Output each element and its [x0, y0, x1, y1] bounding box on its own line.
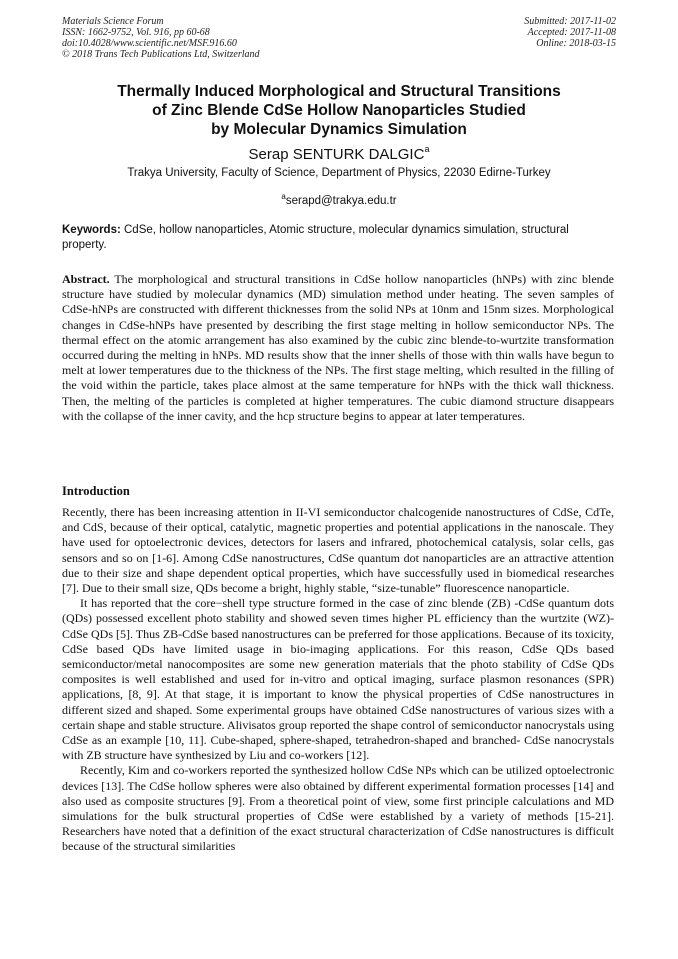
- email-address[interactable]: serapd@trakya.edu.tr: [285, 194, 397, 207]
- online-date: Online: 2018-03-15: [536, 38, 616, 49]
- keywords-label: Keywords:: [62, 224, 121, 236]
- introduction-paragraph: Recently, Kim and co-workers reported the synthesized hollow CdSe NPs which can be utilized optoelectronic devices [13]. The CdSe hollow spheres were also obtained by different experimental formation processes [14] and also used as composite structures [9]. From a theoretical point of view, some first principle calculations and MD simulations for the bulk structural properties of CdSe were established by a variety of methods [15-21]. Researchers have noted that a definition of the exact structural characterization of CdSe nanostructures is difficult because of the structural similarities: [62, 763, 614, 854]
- keywords-text: CdSe, hollow nanoparticles, Atomic structure, molecular dynamics simulation, structural property.: [62, 224, 569, 251]
- affiliation: Trakya University, Faculty of Science, Department of Physics, 22030 Edirne-Turkey: [127, 167, 551, 179]
- introduction-paragraph: It has reported that the core−shell type structure formed in the case of zinc blende (ZB) -CdSe quantum dots (QDs) possessed excellent photo stability and showed seven times higher PL efficiency than the wurtzite (WZ)-CdSe QDs [5]. Thus ZB-CdSe based nanostructures can be preferred for those applications. Because of its toxicity, CdSe based QDs have limited usage in bio-imaging applications. For this reason, CdSe QDs based semiconductor/metal nanocomposites are some new generation materials that the photo stability of CdSe QDs composites is well established and used for in-vitro and optical imaging, surface plasmon resonances (SPR) applications, [8, 9]. At that stage, it is important to know the physical properties of CdSe nanostructures in different sized and shaped. Some experimental groups have obtained CdSe nanostructures of various sizes with a certain shape and stable structure. Alivisatos group reported the shape control of semiconductor nanocrystals using CdSe as an example [10, 11]. Cube-shaped, sphere-shaped, tetrahedron-shaped and branched- CdSe nanocrystals with ZB structure have synthesized by Liu and co-workers [12].: [62, 596, 614, 763]
- issn-line: ISSN: 1662-9752, Vol. 916, pp 60-68: [62, 27, 210, 38]
- abstract-text: The morphological and structural transitions in CdSe hollow nanoparticles (hNPs) with zinc blende structure have studied by molecular dynamics (MD) simulation method under heating. The seven samples of CdSe-hNPs are constructed with different thicknesses from the solid NPs at 10nm and 15nm sizes. Morphological changes in CdSe-hNPs have presented by describing the first stage melting in hollow semiconductor NPs. The thermal effect on the atomic arrangement has also examined by the cubic zinc blende-to-wurtzite transformation occurred during the melting in hNPs. MD results show that the inner shells of those with thin walls have begun to melt at lower temperatures due to the thickness of the NPs. The first stage melting, which resulted in the filling of the void within the particle, takes place almost at the same temperature for hNPs with the thick wall thickness. Then, the melting of the particles is completed at higher temperatures. The cubic diamond structure disappears with the collapse of the inner cavity, and the hcp structure begins to appear at later temperatures.: [62, 272, 614, 423]
- introduction-body: [62, 505, 614, 855]
- abstract: [62, 272, 614, 424]
- journal-header-left: [62, 16, 260, 60]
- title-line: Thermally Induced Morphological and Structural Transitions: [117, 83, 561, 100]
- author: [0, 141, 678, 164]
- keywords: [62, 223, 614, 253]
- journal-name: Materials Science Forum: [62, 16, 164, 27]
- introduction-heading: Introduction: [62, 484, 130, 498]
- title-line: by Molecular Dynamics Simulation: [211, 121, 467, 138]
- email-affiliation-marker: a: [281, 192, 286, 201]
- doi-line: doi:10.4028/www.scientific.net/MSF.916.60: [62, 38, 237, 49]
- journal-header-right: [524, 16, 616, 49]
- paper-title: [40, 82, 638, 139]
- abstract-label: Abstract.: [62, 272, 110, 286]
- title-line: of Zinc Blende CdSe Hollow Nanoparticles Studied: [152, 102, 526, 119]
- author-affiliation-marker: a: [424, 144, 430, 154]
- author-name: Serap SENTURK DALGIC: [248, 146, 425, 163]
- introduction-paragraph: Recently, there has been increasing attention in II-VI semiconductor chalcogenide nanostructures of CdSe, CdTe, and CdS, because of their optical, catalytic, magnetic properties and potential applications in the nanoscale. They have used for optoelectronic devices, detectors for lasers and infrared, photochemical catalysis, solar cells, gas sensors and so on [1-6]. Among CdSe nanostructures, CdSe quantum dot nanoparticles are an attractive attention due to their size and shape dependent optical properties, which have successfully used in biomedical researches [7]. Due to their small size, QDs become a bright, highly stable, “size-tunable” fluorescence nanoparticle.: [62, 505, 614, 596]
- copyright-line: © 2018 Trans Tech Publications Ltd, Switzerland: [62, 49, 260, 60]
- submitted-date: Submitted: 2017-11-02: [524, 16, 616, 27]
- accepted-date: Accepted: 2017-11-08: [527, 27, 616, 38]
- author-email[interactable]: [0, 190, 678, 208]
